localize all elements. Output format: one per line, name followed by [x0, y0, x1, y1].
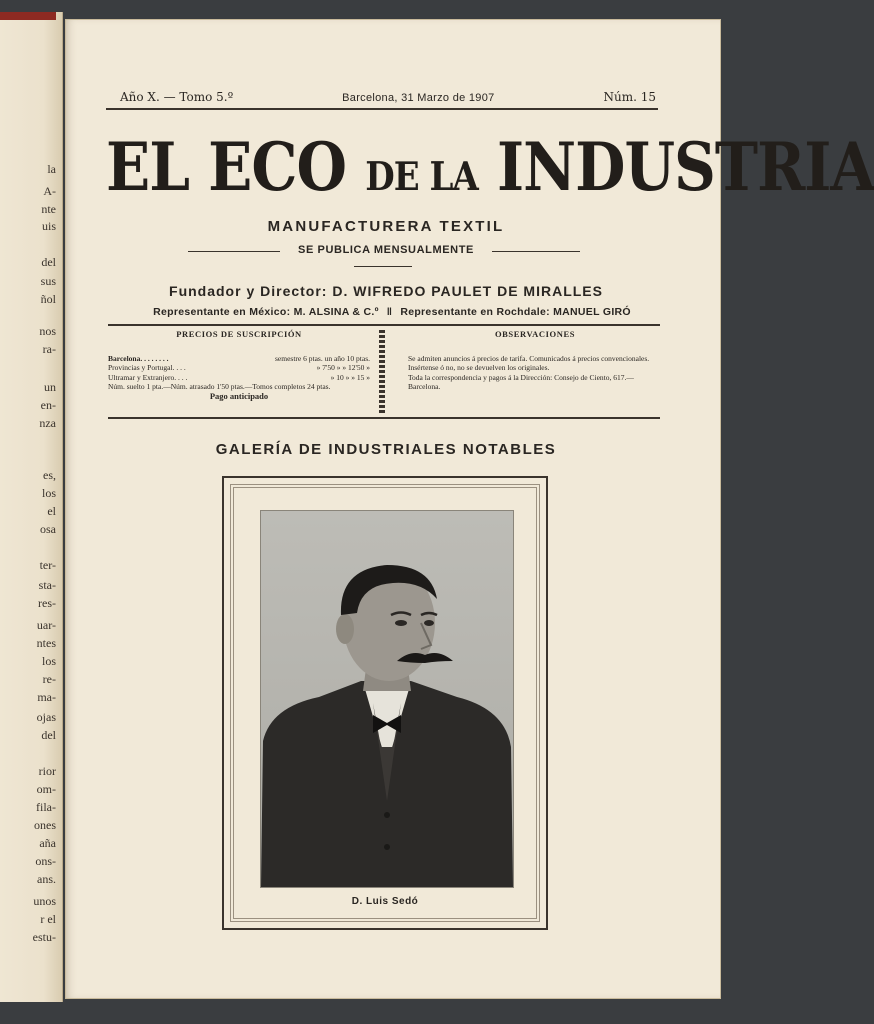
left-page-fragment: ma-: [37, 690, 56, 704]
rep-separator: ‖: [386, 306, 393, 318]
left-page-fragment: la: [47, 162, 56, 176]
left-page-fragment: ntes: [36, 636, 56, 650]
header-rule: [106, 108, 658, 110]
box-top-rule: [108, 324, 660, 326]
left-page-fragment: ons-: [35, 854, 56, 868]
left-page-fragment: aña: [39, 836, 56, 850]
left-page-fragment: sus: [40, 274, 56, 288]
left-page-fragment: ra-: [42, 342, 56, 356]
observation-line: Toda la correspondencia y pagos á la Dirección: Consejo de Ciento, 617.—Barcelona.: [408, 372, 634, 392]
left-page-edge: [0, 12, 63, 1002]
frequency-line: [106, 244, 666, 256]
left-page-fragment: om-: [36, 782, 56, 796]
column-divider: [379, 330, 385, 414]
left-page-fragment: A-: [43, 184, 56, 198]
left-page-fragment: ones: [34, 818, 56, 832]
observations-lines: [408, 354, 662, 392]
subscription-price: » 7'50 » » 12'50 »: [316, 363, 370, 373]
left-page-fragment: re-: [42, 672, 56, 686]
masthead-part-2: DE LA: [365, 154, 478, 201]
journal-page: [66, 20, 874, 998]
subscription-row: [108, 354, 370, 364]
left-page-fragment: fila-: [36, 800, 56, 814]
gallery-title: GALERÍA DE INDUSTRIALES NOTABLES: [215, 441, 557, 458]
left-page-fragment: en-: [40, 398, 56, 412]
subscription-single: Núm. suelto 1 pta.—Núm. atrasado 1'50 ptas.—Tomos completos 24 ptas.: [108, 382, 331, 392]
subscription-price: » 10 » » 15 »: [330, 372, 370, 382]
subscription-row: [108, 363, 370, 373]
left-page-fragment: nte: [41, 202, 56, 216]
subscription-rows: [108, 354, 370, 383]
left-page-fragment: uar-: [36, 618, 56, 632]
observation-line: Se admiten anuncios á precios de tarifa. Comunicados á precios convencionales.: [408, 353, 650, 363]
observations-box: [408, 330, 662, 392]
left-page-fragment: ans.: [37, 872, 56, 886]
portrait-illustration: [261, 511, 513, 887]
left-page-fragment: estu-: [32, 930, 56, 944]
left-page-fragment: osa: [40, 522, 56, 536]
bookmark-tab: [0, 12, 56, 20]
subscription-box: [108, 330, 370, 402]
rep-rochdale: Representante en Rochdale: MANUEL GIRÓ: [400, 306, 631, 318]
left-page-fragment: res-: [38, 596, 56, 610]
left-page-fragment: rior: [38, 764, 56, 778]
frequency-text: SE PUBLICA MENSUALMENTE: [290, 244, 482, 256]
representatives: [112, 306, 672, 318]
box-bottom-rule: [108, 417, 660, 419]
issue-number: Núm. 15: [603, 90, 656, 104]
left-page-fragment: nos: [39, 324, 56, 338]
left-page-fragment: sta-: [38, 578, 56, 592]
left-page-fragment: del: [41, 728, 56, 742]
portrait-caption: D. Luis Sedó: [351, 896, 419, 907]
subscription-place: Provincias y Portugal. . . .: [108, 363, 186, 373]
left-page-fragment: es,: [43, 468, 56, 482]
year-volume: Año X. — Tomo 5.º: [120, 90, 234, 104]
masthead-part-3: INDUSTRIA: [497, 128, 874, 207]
masthead-title: [106, 128, 874, 207]
left-page-fragment: ñol: [40, 292, 56, 306]
subscription-title: PRECIOS DE SUSCRIPCIÓN: [176, 329, 302, 339]
left-page-fragment: los: [41, 486, 56, 500]
masthead-part-1: EL ECO: [106, 128, 347, 207]
left-page-fragment: unos: [33, 894, 56, 908]
subscription-price: semestre 6 ptas. un año 10 ptas.: [275, 353, 370, 363]
issue-date: Barcelona, 31 Marzo de 1907: [342, 92, 495, 104]
left-page-fragment: nza: [39, 416, 56, 430]
short-rule: [354, 266, 412, 267]
left-page-fragment: los: [41, 654, 56, 668]
left-page-fragment: el: [47, 504, 56, 518]
left-page-fragment: del: [41, 255, 56, 269]
founder-line: Fundador y Director: D. WIFREDO PAULET DE MIRALLES: [169, 283, 603, 299]
observation-line: Insértense ó no, no se devuelven los originales.: [408, 363, 550, 373]
portrait-photo: [260, 510, 514, 888]
left-page-fragment: un: [44, 380, 56, 394]
left-page-fragment: r el: [40, 912, 56, 926]
subscription-row: [108, 373, 370, 383]
issue-header: [120, 90, 656, 104]
observations-title: OBSERVACIONES: [494, 329, 576, 339]
left-page-fragment: ojas: [36, 710, 56, 724]
subscription-place: Barcelona. . . . . . . .: [108, 353, 169, 363]
payment-note: Pago anticipado: [209, 390, 269, 401]
subtitle: MANUFACTURERA TEXTIL: [267, 218, 505, 235]
left-page-fragment: uis: [41, 219, 56, 233]
subscription-place: Ultramar y Extranjero. . . .: [108, 372, 188, 382]
left-page-fragment: ter-: [39, 558, 56, 572]
rep-mexico: Representante en México: M. ALSINA & C.º: [153, 306, 379, 318]
portrait-frame: [222, 476, 548, 930]
